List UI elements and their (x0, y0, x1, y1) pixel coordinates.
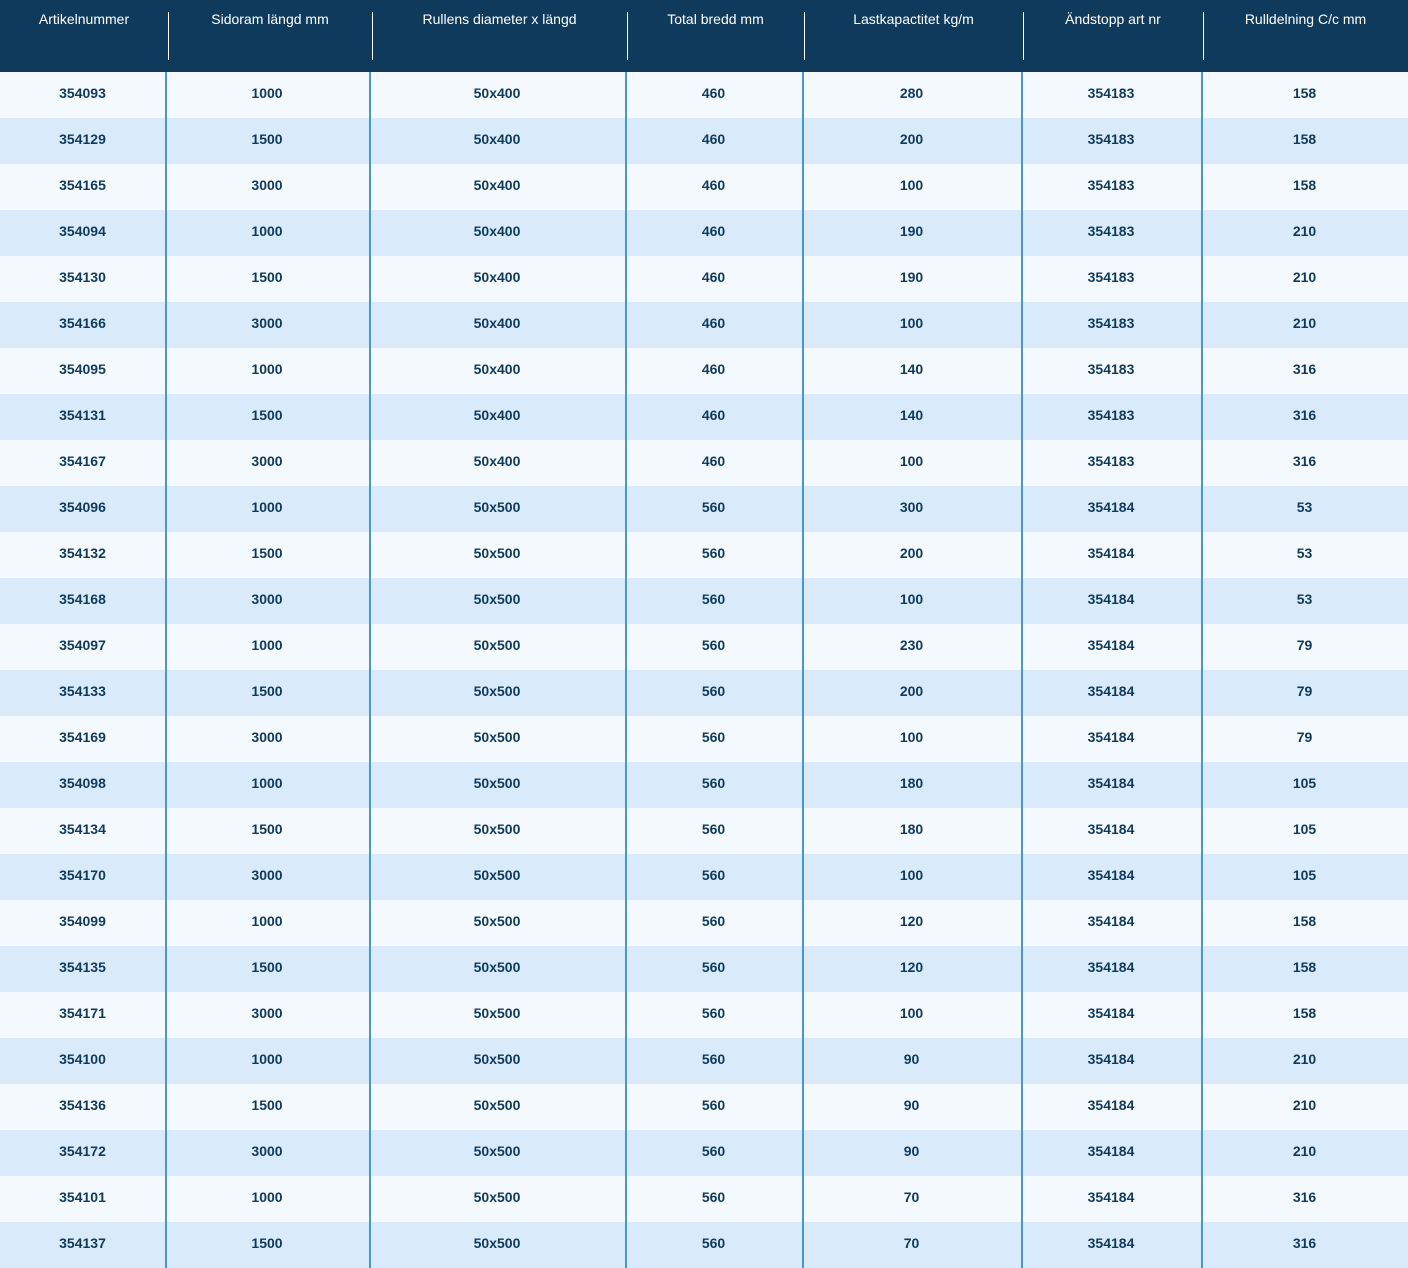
cell-roller-diameter-length: 50x500 (473, 545, 521, 561)
cell-article-number: 354101 (59, 1189, 106, 1205)
table-row (0, 72, 1408, 118)
cell-total-width: 460 (701, 361, 726, 377)
cell-side-frame-length: 3000 (251, 1005, 283, 1021)
cell-end-stop-article: 354184 (1087, 1143, 1135, 1159)
column-divider (802, 72, 804, 1268)
cell-side-frame-length: 1000 (251, 361, 283, 377)
cell-side-frame-length: 3000 (251, 729, 283, 745)
cell-load-capacity: 120 (899, 913, 924, 929)
cell-roller-diameter-length: 50x500 (473, 1235, 521, 1251)
cell-total-width: 560 (701, 1097, 726, 1113)
cell-total-width: 560 (701, 1143, 726, 1159)
cell-side-frame-length: 1500 (251, 683, 283, 699)
cell-total-width: 560 (701, 821, 726, 837)
cell-load-capacity: 230 (899, 637, 924, 653)
header-article-number: Artikelnummer (38, 11, 130, 27)
cell-side-frame-length: 1000 (251, 913, 283, 929)
cell-article-number: 354131 (59, 407, 106, 423)
cell-roller-diameter-length: 50x500 (473, 913, 521, 929)
cell-roller-pitch: 210 (1292, 1143, 1317, 1159)
cell-roller-pitch: 79 (1296, 729, 1313, 745)
table-row (0, 578, 1408, 624)
cell-roller-pitch: 105 (1292, 775, 1317, 791)
cell-end-stop-article: 354184 (1087, 591, 1135, 607)
cell-roller-diameter-length: 50x500 (473, 1189, 521, 1205)
table-row (0, 1176, 1408, 1222)
cell-roller-pitch: 210 (1292, 315, 1317, 331)
cell-article-number: 354094 (59, 223, 106, 239)
table-row (0, 394, 1408, 440)
cell-article-number: 354172 (59, 1143, 106, 1159)
column-divider (165, 72, 167, 1268)
cell-roller-diameter-length: 50x400 (473, 131, 521, 147)
cell-load-capacity: 190 (899, 223, 924, 239)
cell-side-frame-length: 1000 (251, 499, 283, 515)
cell-roller-pitch: 158 (1292, 959, 1317, 975)
table-row (0, 716, 1408, 762)
table-row (0, 1222, 1408, 1268)
table-row (0, 1084, 1408, 1130)
cell-total-width: 460 (701, 85, 726, 101)
cell-load-capacity: 100 (899, 867, 924, 883)
cell-side-frame-length: 1500 (251, 1097, 283, 1113)
cell-end-stop-article: 354183 (1087, 131, 1135, 147)
table-row (0, 1130, 1408, 1176)
cell-article-number: 354099 (59, 913, 106, 929)
header-divider (372, 12, 373, 60)
cell-load-capacity: 180 (899, 775, 924, 791)
cell-load-capacity: 100 (899, 315, 924, 331)
cell-roller-diameter-length: 50x400 (473, 361, 521, 377)
cell-load-capacity: 180 (899, 821, 924, 837)
column-divider (625, 72, 627, 1268)
cell-roller-pitch: 316 (1292, 1235, 1317, 1251)
cell-roller-diameter-length: 50x500 (473, 1097, 521, 1113)
cell-load-capacity: 100 (899, 177, 924, 193)
cell-article-number: 354171 (59, 1005, 106, 1021)
cell-roller-pitch: 158 (1292, 913, 1317, 929)
cell-roller-pitch: 210 (1292, 269, 1317, 285)
cell-roller-diameter-length: 50x500 (473, 1005, 521, 1021)
cell-roller-diameter-length: 50x500 (473, 821, 521, 837)
table-row (0, 210, 1408, 256)
cell-roller-pitch: 53 (1296, 545, 1313, 561)
cell-load-capacity: 190 (899, 269, 924, 285)
table-row (0, 1038, 1408, 1084)
cell-roller-pitch: 158 (1292, 177, 1317, 193)
cell-total-width: 560 (701, 729, 726, 745)
cell-end-stop-article: 354184 (1087, 499, 1135, 515)
cell-article-number: 354166 (59, 315, 106, 331)
column-divider (1201, 72, 1203, 1268)
cell-roller-diameter-length: 50x500 (473, 637, 521, 653)
cell-side-frame-length: 3000 (251, 315, 283, 331)
cell-side-frame-length: 1500 (251, 545, 283, 561)
cell-roller-pitch: 210 (1292, 1051, 1317, 1067)
cell-end-stop-article: 354184 (1087, 729, 1135, 745)
cell-roller-diameter-length: 50x400 (473, 453, 521, 469)
cell-article-number: 354133 (59, 683, 106, 699)
cell-load-capacity: 140 (899, 407, 924, 423)
cell-article-number: 354168 (59, 591, 106, 607)
cell-roller-pitch: 210 (1292, 223, 1317, 239)
header-roller-pitch: Rulldelning C/c mm (1244, 11, 1367, 27)
cell-side-frame-length: 1500 (251, 959, 283, 975)
cell-end-stop-article: 354183 (1087, 361, 1135, 377)
cell-side-frame-length: 3000 (251, 591, 283, 607)
cell-side-frame-length: 1000 (251, 775, 283, 791)
cell-article-number: 354137 (59, 1235, 106, 1251)
cell-roller-diameter-length: 50x500 (473, 683, 521, 699)
cell-article-number: 354098 (59, 775, 106, 791)
cell-roller-diameter-length: 50x500 (473, 591, 521, 607)
cell-roller-diameter-length: 50x500 (473, 1143, 521, 1159)
cell-side-frame-length: 1000 (251, 1189, 283, 1205)
cell-end-stop-article: 354184 (1087, 959, 1135, 975)
cell-load-capacity: 140 (899, 361, 924, 377)
cell-load-capacity: 200 (899, 131, 924, 147)
column-divider (1021, 72, 1023, 1268)
cell-roller-diameter-length: 50x500 (473, 499, 521, 515)
cell-roller-pitch: 158 (1292, 131, 1317, 147)
cell-load-capacity: 100 (899, 1005, 924, 1021)
cell-end-stop-article: 354183 (1087, 453, 1135, 469)
header-divider (1023, 12, 1024, 60)
cell-end-stop-article: 354184 (1087, 775, 1135, 791)
cell-article-number: 354097 (59, 637, 106, 653)
cell-roller-diameter-length: 50x500 (473, 1051, 521, 1067)
header-side-frame-length: Sidoram längd mm (211, 11, 329, 27)
cell-roller-pitch: 79 (1296, 637, 1313, 653)
cell-end-stop-article: 354183 (1087, 177, 1135, 193)
cell-roller-diameter-length: 50x500 (473, 867, 521, 883)
cell-article-number: 354169 (59, 729, 106, 745)
cell-end-stop-article: 354184 (1087, 1189, 1135, 1205)
table-row (0, 256, 1408, 302)
cell-article-number: 354170 (59, 867, 106, 883)
cell-article-number: 354134 (59, 821, 106, 837)
cell-total-width: 560 (701, 1189, 726, 1205)
cell-article-number: 354167 (59, 453, 106, 469)
cell-load-capacity: 120 (899, 959, 924, 975)
cell-total-width: 460 (701, 223, 726, 239)
cell-article-number: 354095 (59, 361, 106, 377)
table-header (0, 0, 1408, 72)
cell-roller-pitch: 316 (1292, 453, 1317, 469)
cell-side-frame-length: 1000 (251, 1051, 283, 1067)
cell-end-stop-article: 354183 (1087, 407, 1135, 423)
cell-total-width: 560 (701, 1051, 726, 1067)
cell-roller-pitch: 53 (1296, 591, 1313, 607)
header-end-stop-article: Ändstopp art nr (1065, 11, 1161, 27)
cell-total-width: 560 (701, 683, 726, 699)
cell-total-width: 560 (701, 867, 726, 883)
cell-roller-diameter-length: 50x400 (473, 315, 521, 331)
cell-article-number: 354129 (59, 131, 106, 147)
cell-roller-pitch: 79 (1296, 683, 1313, 699)
cell-roller-diameter-length: 50x500 (473, 959, 521, 975)
table-row (0, 762, 1408, 808)
cell-side-frame-length: 3000 (251, 177, 283, 193)
cell-roller-pitch: 105 (1292, 821, 1317, 837)
cell-load-capacity: 200 (899, 683, 924, 699)
cell-end-stop-article: 354184 (1087, 637, 1135, 653)
cell-roller-diameter-length: 50x400 (473, 407, 521, 423)
table-row (0, 440, 1408, 486)
cell-load-capacity: 100 (899, 591, 924, 607)
table-row (0, 118, 1408, 164)
table-row (0, 486, 1408, 532)
header-roller-diameter-length: Rullens diameter x längd (422, 11, 577, 27)
cell-side-frame-length: 1000 (251, 85, 283, 101)
column-divider (369, 72, 371, 1268)
cell-roller-diameter-length: 50x400 (473, 85, 521, 101)
cell-load-capacity: 100 (899, 453, 924, 469)
cell-end-stop-article: 354183 (1087, 85, 1135, 101)
cell-roller-diameter-length: 50x500 (473, 775, 521, 791)
header-divider (627, 12, 628, 60)
cell-load-capacity: 90 (903, 1051, 920, 1067)
cell-roller-pitch: 53 (1296, 499, 1313, 515)
cell-total-width: 460 (701, 407, 726, 423)
header-total-width: Total bredd mm (667, 11, 764, 27)
cell-roller-diameter-length: 50x500 (473, 729, 521, 745)
cell-total-width: 560 (701, 913, 726, 929)
cell-article-number: 354135 (59, 959, 106, 975)
cell-roller-diameter-length: 50x400 (473, 177, 521, 193)
cell-article-number: 354136 (59, 1097, 106, 1113)
cell-end-stop-article: 354183 (1087, 269, 1135, 285)
cell-roller-pitch: 316 (1292, 407, 1317, 423)
cell-total-width: 460 (701, 177, 726, 193)
cell-side-frame-length: 1000 (251, 223, 283, 239)
cell-end-stop-article: 354183 (1087, 223, 1135, 239)
cell-side-frame-length: 1000 (251, 637, 283, 653)
table-row (0, 348, 1408, 394)
cell-load-capacity: 280 (899, 85, 924, 101)
cell-total-width: 560 (701, 637, 726, 653)
cell-roller-pitch: 210 (1292, 1097, 1317, 1113)
header-load-capacity: Lastkapactitet kg/m (853, 11, 974, 27)
cell-side-frame-length: 3000 (251, 453, 283, 469)
table-row (0, 900, 1408, 946)
cell-total-width: 560 (701, 499, 726, 515)
cell-article-number: 354130 (59, 269, 106, 285)
cell-side-frame-length: 1500 (251, 131, 283, 147)
table-row (0, 946, 1408, 992)
cell-roller-pitch: 158 (1292, 1005, 1317, 1021)
cell-total-width: 560 (701, 959, 726, 975)
cell-article-number: 354132 (59, 545, 106, 561)
cell-load-capacity: 100 (899, 729, 924, 745)
cell-end-stop-article: 354184 (1087, 867, 1135, 883)
cell-load-capacity: 200 (899, 545, 924, 561)
table-row (0, 624, 1408, 670)
cell-end-stop-article: 354184 (1087, 1005, 1135, 1021)
cell-roller-diameter-length: 50x400 (473, 269, 521, 285)
cell-roller-pitch: 105 (1292, 867, 1317, 883)
table-row (0, 854, 1408, 900)
cell-total-width: 560 (701, 591, 726, 607)
table-row (0, 808, 1408, 854)
header-divider (168, 12, 169, 60)
cell-roller-diameter-length: 50x400 (473, 223, 521, 239)
cell-end-stop-article: 354184 (1087, 1097, 1135, 1113)
cell-article-number: 354093 (59, 85, 106, 101)
cell-total-width: 560 (701, 545, 726, 561)
cell-side-frame-length: 3000 (251, 1143, 283, 1159)
table-row (0, 302, 1408, 348)
cell-roller-pitch: 316 (1292, 361, 1317, 377)
table-row (0, 532, 1408, 578)
cell-article-number: 354100 (59, 1051, 106, 1067)
cell-total-width: 460 (701, 131, 726, 147)
cell-side-frame-length: 1500 (251, 821, 283, 837)
table-row (0, 670, 1408, 716)
cell-total-width: 560 (701, 775, 726, 791)
table-row (0, 992, 1408, 1038)
cell-total-width: 460 (701, 315, 726, 331)
cell-roller-pitch: 316 (1292, 1189, 1317, 1205)
header-divider (1203, 12, 1204, 60)
cell-side-frame-length: 1500 (251, 407, 283, 423)
cell-roller-pitch: 158 (1292, 85, 1317, 101)
cell-end-stop-article: 354184 (1087, 1235, 1135, 1251)
cell-load-capacity: 90 (903, 1097, 920, 1113)
cell-side-frame-length: 1500 (251, 269, 283, 285)
header-divider (804, 12, 805, 60)
cell-end-stop-article: 354184 (1087, 913, 1135, 929)
cell-side-frame-length: 1500 (251, 1235, 283, 1251)
cell-load-capacity: 70 (903, 1189, 920, 1205)
cell-article-number: 354165 (59, 177, 106, 193)
table-row (0, 164, 1408, 210)
cell-side-frame-length: 3000 (251, 867, 283, 883)
cell-total-width: 560 (701, 1235, 726, 1251)
cell-load-capacity: 300 (899, 499, 924, 515)
cell-total-width: 460 (701, 453, 726, 469)
cell-load-capacity: 90 (903, 1143, 920, 1159)
cell-end-stop-article: 354183 (1087, 315, 1135, 331)
cell-total-width: 460 (701, 269, 726, 285)
cell-end-stop-article: 354184 (1087, 821, 1135, 837)
cell-total-width: 560 (701, 1005, 726, 1021)
cell-article-number: 354096 (59, 499, 106, 515)
cell-load-capacity: 70 (903, 1235, 920, 1251)
cell-end-stop-article: 354184 (1087, 1051, 1135, 1067)
cell-end-stop-article: 354184 (1087, 545, 1135, 561)
cell-end-stop-article: 354184 (1087, 683, 1135, 699)
